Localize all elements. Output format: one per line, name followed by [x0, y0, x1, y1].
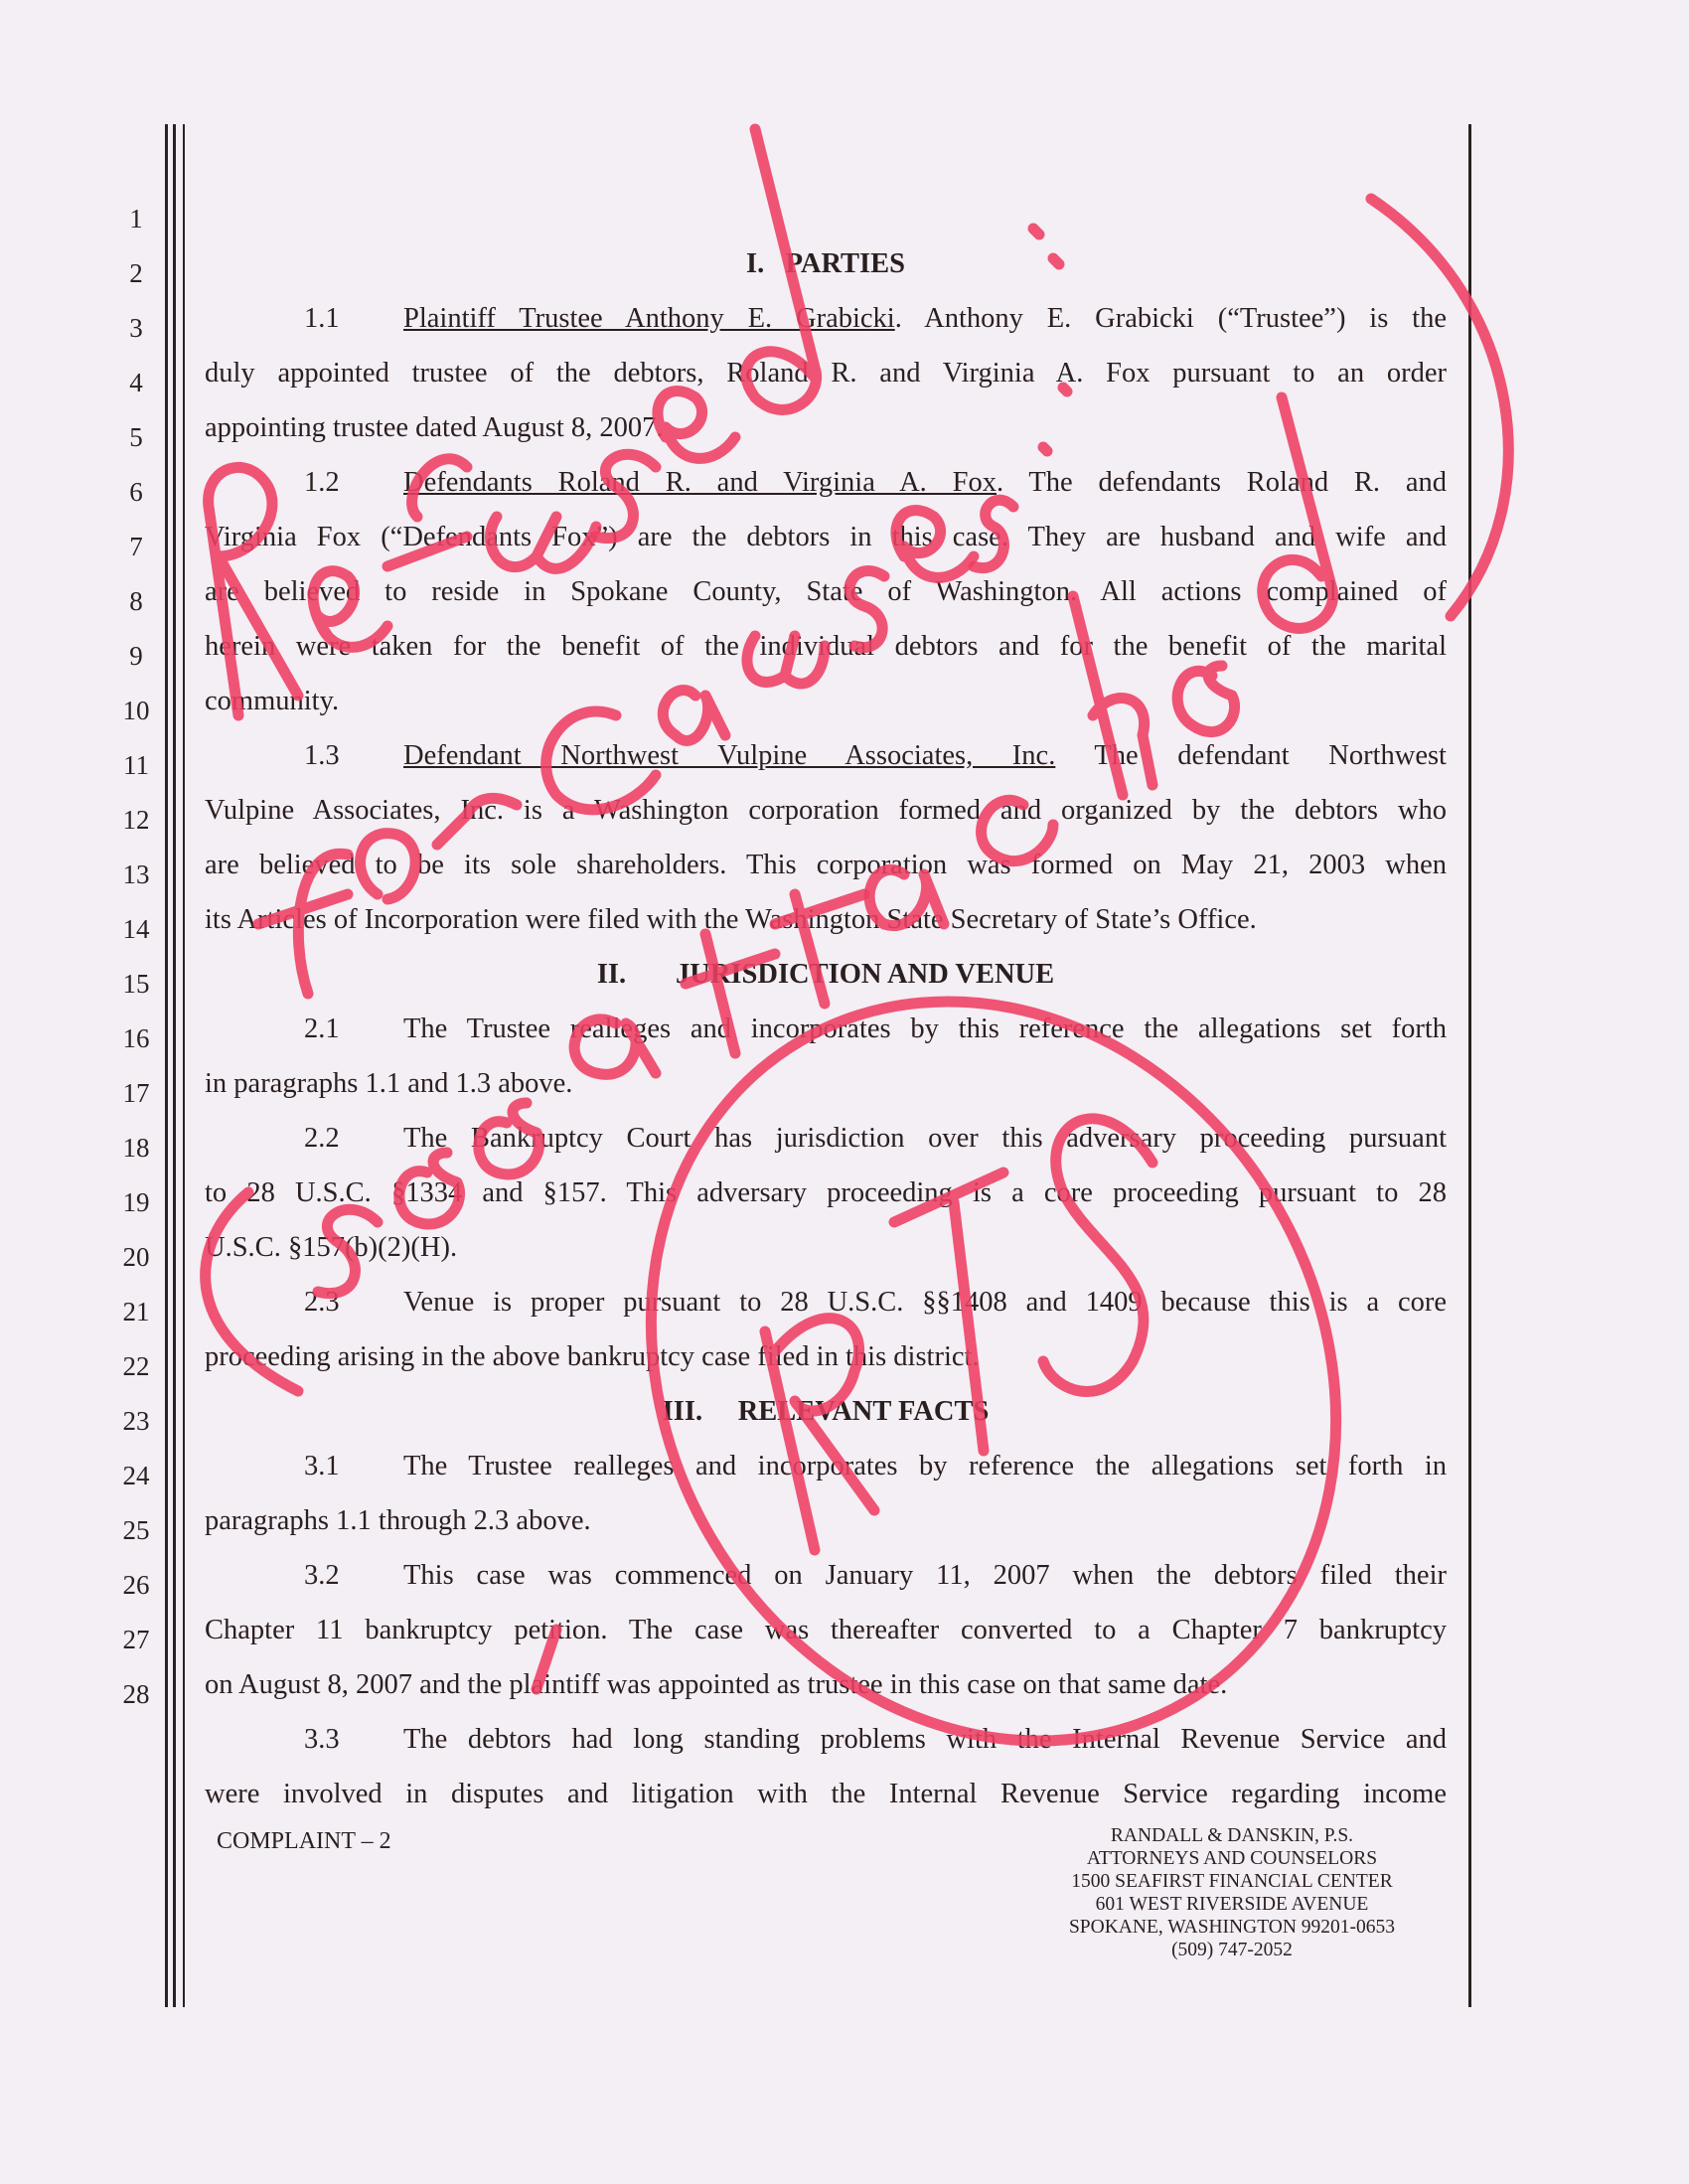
- paragraph-text: The defendant Northwest: [1055, 740, 1447, 771]
- paragraph-1-2-line-4: herein were taken for the benefit of the individual debtors and for the benefit of the marital: [205, 631, 1447, 662]
- paragraph-1-3-line-3: are believed to be its sole shareholders. This corporation was formed on May 21, 2003 when: [205, 850, 1447, 880]
- section-number: III.: [662, 1396, 703, 1427]
- section-heading-parties: [205, 236, 1447, 291]
- section-number: I.: [745, 248, 765, 279]
- line-number: 16: [122, 1023, 150, 1053]
- section-number: II.: [596, 959, 627, 990]
- paragraph-2-2-line-3: U.S.C. §157(b)(2)(H).: [205, 1232, 458, 1263]
- line-number: 27: [122, 1625, 150, 1654]
- firm-line: 1500 SEAFIRST FINANCIAL CENTER: [1071, 1871, 1393, 1892]
- line-number: 4: [129, 368, 143, 397]
- line-number: 14: [122, 914, 150, 944]
- paragraph-1-2-line-3: are believed to reside in Spokane County, State of Washington. All actions complained of: [205, 576, 1447, 607]
- paragraph-number: 1.3: [304, 740, 340, 771]
- document-footer-label: COMPLAINT – 2: [217, 1828, 391, 1854]
- paragraph-text: The debtors had long standing problems with the Internal Revenue Service and: [403, 1724, 1447, 1755]
- section-title: PARTIES: [785, 248, 905, 279]
- line-number: 20: [122, 1242, 150, 1272]
- paragraph-3-2-line-2: Chapter 11 bankruptcy petition. The case was thereafter converted to a Chapter 7 bankruptcy: [205, 1615, 1447, 1645]
- paragraph-text: . Anthony E. Grabicki (“Trustee”) is the: [894, 303, 1447, 334]
- paragraph-1-1-line-3: appointing trustee dated August 8, 2007.: [205, 412, 664, 443]
- paragraph-3-2-line-1: [205, 1548, 1447, 1603]
- firm-phone: (509) 747-2052: [1171, 1940, 1293, 1960]
- paragraph-number: 2.1: [304, 1014, 340, 1044]
- line-number: 21: [122, 1297, 150, 1326]
- paragraph-3-3-line-2: were involved in disputes and litigation with the Internal Revenue Service regarding income: [205, 1779, 1447, 1809]
- line-number: 15: [122, 969, 150, 999]
- section-title: JURISDICTION AND VENUE: [676, 959, 1055, 990]
- paragraph-text: The Trustee realleges and incorporates by this reference the allegations set forth: [403, 1014, 1447, 1044]
- line-number: 28: [122, 1679, 150, 1709]
- left-margin-rule-third: [183, 124, 185, 2007]
- right-margin-rule: [1468, 124, 1471, 2007]
- line-number: 17: [122, 1078, 150, 1108]
- firm-name: RANDALL & DANSKIN, P.S.: [1110, 1825, 1354, 1846]
- paragraph-2-1-line-1: [205, 1002, 1447, 1056]
- paragraph-number: 3.3: [304, 1724, 340, 1755]
- line-number: 12: [122, 805, 150, 835]
- paragraph-1-1-line-1: [205, 291, 1447, 346]
- line-number: 18: [122, 1133, 150, 1163]
- document-body: [205, 236, 1447, 1821]
- paragraph-number: 3.2: [304, 1560, 340, 1591]
- line-number: 26: [122, 1570, 150, 1600]
- line-number: 24: [122, 1461, 150, 1490]
- line-number: 19: [122, 1187, 150, 1217]
- paragraph-2-2-line-2: to 28 U.S.C. §1334 and §157. This adversary proceeding is a core proceeding pursuant to 28: [205, 1177, 1447, 1208]
- paragraph-2-3-line-2: proceeding arising in the above bankruptcy case filed in this district.: [205, 1341, 980, 1372]
- paragraph-number: 2.2: [304, 1123, 340, 1154]
- line-number: 1: [129, 204, 143, 234]
- paragraph-2-3-line-1: [205, 1275, 1447, 1329]
- paragraph-heading: Defendant Northwest Vulpine Associates, Inc.: [403, 740, 1056, 771]
- line-number: 11: [123, 750, 149, 780]
- paragraph-1-2-line-5: community.: [205, 686, 340, 716]
- paragraph-text: Venue is proper pursuant to 28 U.S.C. §§1408 and 1409 because this is a core: [403, 1287, 1447, 1318]
- line-number: 5: [129, 422, 143, 452]
- paragraph-1-1-line-2: duly appointed trustee of the debtors, Roland R. and Virginia A. Fox pursuant to an order: [205, 358, 1447, 389]
- line-number: 23: [122, 1406, 150, 1436]
- section-heading-jurisdiction: [205, 947, 1447, 1002]
- line-number: 7: [129, 532, 143, 561]
- firm-line: 601 WEST RIVERSIDE AVENUE: [1095, 1894, 1369, 1915]
- section-heading-facts: [205, 1384, 1447, 1439]
- paragraph-3-1-line-1: [205, 1439, 1447, 1493]
- paragraph-1-2-line-2: Virginia Fox (“Defendants Fox”) are the debtors in this case. They are husband and wife and: [205, 522, 1447, 552]
- paragraph-text: This case was commenced on January 11, 2007 when the debtors filed their: [403, 1560, 1447, 1591]
- line-number: 2: [129, 258, 143, 288]
- paragraph-1-3-line-4: its Articles of Incorporation were filed with the Washington State Secretary of State’s Office.: [205, 904, 1257, 935]
- paragraph-3-2-line-3: on August 8, 2007 and the plaintiff was appointed as trustee in this case on that same date.: [205, 1669, 1228, 1700]
- law-firm-block: [1023, 1824, 1441, 1961]
- paragraph-2-1-line-2: in paragraphs 1.1 and 1.3 above.: [205, 1068, 573, 1099]
- paragraph-1-3-line-1: [205, 728, 1447, 783]
- paragraph-1-2-line-1: [205, 455, 1447, 510]
- paragraph-number: 2.3: [304, 1287, 340, 1318]
- line-number: 3: [129, 313, 143, 343]
- line-number: 13: [122, 859, 150, 889]
- left-margin-rule-outer: [165, 124, 168, 2007]
- line-number: 8: [129, 586, 143, 616]
- firm-line: ATTORNEYS AND COUNSELORS: [1086, 1848, 1378, 1869]
- paragraph-text: The Bankruptcy Court has jurisdiction over this adversary proceeding pursuant: [403, 1123, 1447, 1154]
- paragraph-number: 3.1: [304, 1451, 340, 1482]
- paragraph-3-3-line-1: [205, 1712, 1447, 1767]
- line-number: 25: [122, 1515, 150, 1545]
- paragraph-1-3-line-2: Vulpine Associates, Inc. is a Washington corporation formed and organized by the debtors who: [205, 795, 1447, 826]
- line-number: 9: [129, 641, 143, 671]
- paragraph-number: 1.2: [304, 467, 340, 498]
- left-margin-rule-inner: [173, 124, 176, 2007]
- line-number: 10: [122, 696, 150, 725]
- section-title: RELEVANT FACTS: [737, 1396, 990, 1427]
- firm-line: SPOKANE, WASHINGTON 99201-0653: [1068, 1917, 1396, 1938]
- paragraph-heading: Plaintiff Trustee Anthony E. Grabicki: [403, 303, 895, 334]
- paragraph-number: 1.1: [304, 303, 340, 334]
- paragraph-2-2-line-1: [205, 1111, 1447, 1166]
- paragraph-3-1-line-2: paragraphs 1.1 through 2.3 above.: [205, 1505, 591, 1536]
- paragraph-heading: Defendants Roland R. and Virginia A. Fox: [403, 467, 997, 498]
- line-number: 6: [129, 477, 143, 507]
- paragraph-text: The Trustee realleges and incorporates by reference the allegations set forth in: [403, 1451, 1447, 1482]
- paragraph-text: . The defendants Roland R. and: [996, 467, 1447, 498]
- line-number: 22: [122, 1351, 150, 1381]
